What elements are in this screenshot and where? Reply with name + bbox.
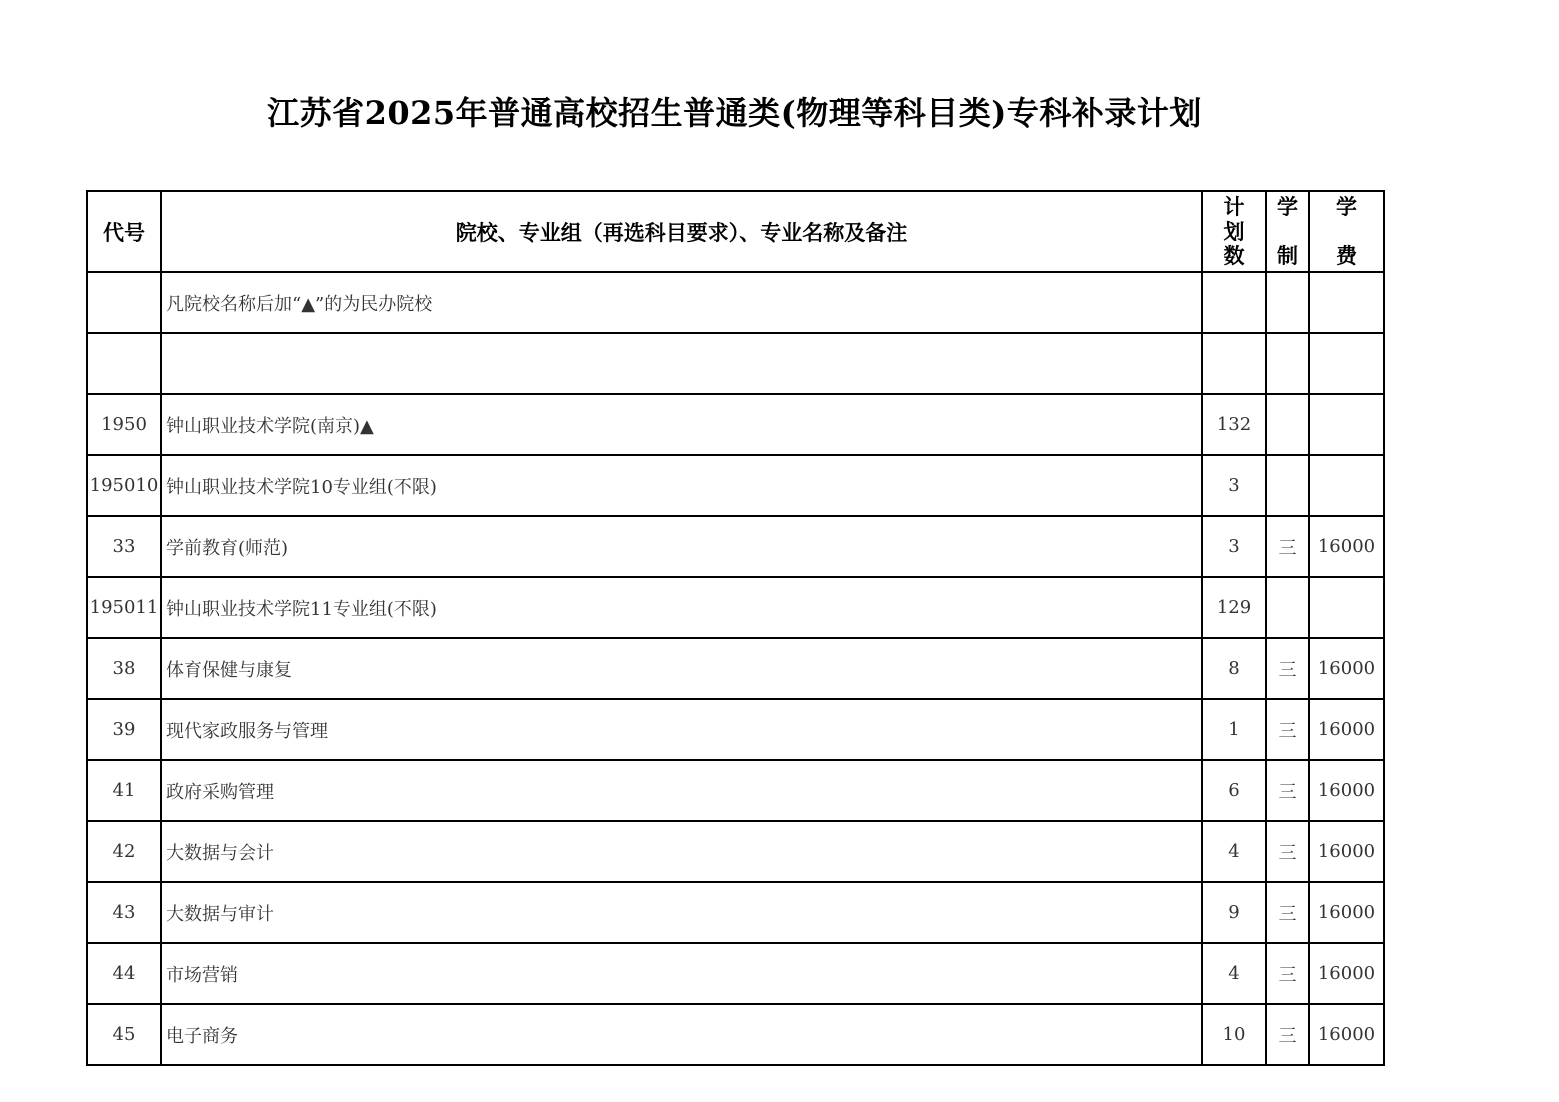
cell-name: 钟山职业技术学院10专业组(不限) (161, 455, 1202, 516)
cell-name: 大数据与审计 (161, 882, 1202, 943)
cell-code: 39 (87, 699, 161, 760)
table-row (87, 638, 1384, 699)
cell-fee (1309, 455, 1384, 516)
cell-plan: 132 (1202, 394, 1266, 455)
cell-plan: 3 (1202, 455, 1266, 516)
cell-name: 大数据与会计 (161, 821, 1202, 882)
cell-name: 凡院校名称后加“▲”的为民办院校 (161, 272, 1202, 333)
cell-fee: 16000 (1309, 760, 1384, 821)
table-row (87, 577, 1384, 638)
cell-years: 三 (1266, 516, 1309, 577)
cell-fee: 16000 (1309, 516, 1384, 577)
cell-code: 45 (87, 1004, 161, 1065)
cell-code: 43 (87, 882, 161, 943)
cell-code (87, 272, 161, 333)
table-row (87, 394, 1384, 455)
header-plan-char-1: 计 (1223, 194, 1245, 219)
cell-name: 现代家政服务与管理 (161, 699, 1202, 760)
cell-years: 三 (1266, 882, 1309, 943)
table-row (87, 455, 1384, 516)
cell-fee: 16000 (1309, 1004, 1384, 1065)
cell-code: 38 (87, 638, 161, 699)
cell-years (1266, 394, 1309, 455)
cell-fee: 16000 (1309, 699, 1384, 760)
cell-code: 195010 (87, 455, 161, 516)
cell-years: 三 (1266, 699, 1309, 760)
cell-years: 三 (1266, 943, 1309, 1004)
cell-fee: 16000 (1309, 638, 1384, 699)
cell-plan: 129 (1202, 577, 1266, 638)
table-row (87, 821, 1384, 882)
cell-name: 市场营销 (161, 943, 1202, 1004)
table-header-row (87, 191, 1384, 272)
cell-plan: 4 (1202, 821, 1266, 882)
table-row (87, 699, 1384, 760)
cell-plan (1202, 333, 1266, 394)
cell-code (87, 333, 161, 394)
page-title: 江苏省2025年普通高校招生普通类(物理等科目类)专科补录计划 (267, 94, 1202, 132)
cell-plan: 1 (1202, 699, 1266, 760)
header-fee (1309, 191, 1384, 272)
header-plan-char-2: 划 (1223, 218, 1245, 244)
header-plan (1202, 191, 1266, 272)
cell-name: 电子商务 (161, 1004, 1202, 1065)
cell-fee: 16000 (1309, 882, 1384, 943)
header-fee-char-1: 学 (1336, 194, 1357, 219)
header-years-char-2: 制 (1277, 243, 1298, 268)
cell-code: 1950 (87, 394, 161, 455)
table-row (87, 272, 1384, 333)
header-fee-char-2: 费 (1336, 243, 1357, 268)
cell-plan: 8 (1202, 638, 1266, 699)
cell-code: 195011 (87, 577, 161, 638)
table-row (87, 333, 1384, 394)
cell-plan: 3 (1202, 516, 1266, 577)
cell-fee (1309, 577, 1384, 638)
cell-name: 学前教育(师范) (161, 516, 1202, 577)
cell-fee: 16000 (1309, 943, 1384, 1004)
cell-name: 体育保健与康复 (161, 638, 1202, 699)
cell-plan: 10 (1202, 1004, 1266, 1065)
cell-name: 钟山职业技术学院(南京)▲ (161, 394, 1202, 455)
table-row (87, 943, 1384, 1004)
cell-code: 41 (87, 760, 161, 821)
table-row (87, 882, 1384, 943)
cell-years: 三 (1266, 821, 1309, 882)
cell-code: 33 (87, 516, 161, 577)
header-years-char-1: 学 (1277, 194, 1298, 219)
cell-years: 三 (1266, 638, 1309, 699)
cell-years (1266, 272, 1309, 333)
cell-years (1266, 455, 1309, 516)
cell-years (1266, 333, 1309, 394)
cell-plan (1202, 272, 1266, 333)
header-plan-char-3: 数 (1223, 243, 1245, 268)
table-row (87, 516, 1384, 577)
cell-name: 政府采购管理 (161, 760, 1202, 821)
header-code: 代号 (87, 191, 161, 272)
cell-fee (1309, 333, 1384, 394)
header-name: 院校、专业组（再选科目要求）、专业名称及备注 (161, 191, 1202, 272)
table-row (87, 760, 1384, 821)
cell-plan: 9 (1202, 882, 1266, 943)
table-row (87, 1004, 1384, 1065)
cell-fee: 16000 (1309, 821, 1384, 882)
header-years (1266, 191, 1309, 272)
cell-code: 44 (87, 943, 161, 1004)
cell-name (161, 333, 1202, 394)
cell-years (1266, 577, 1309, 638)
cell-fee (1309, 272, 1384, 333)
enrollment-plan-table (86, 190, 1385, 1066)
cell-years: 三 (1266, 1004, 1309, 1065)
cell-fee (1309, 394, 1384, 455)
cell-code: 42 (87, 821, 161, 882)
cell-name: 钟山职业技术学院11专业组(不限) (161, 577, 1202, 638)
cell-plan: 6 (1202, 760, 1266, 821)
cell-plan: 4 (1202, 943, 1266, 1004)
cell-years: 三 (1266, 760, 1309, 821)
